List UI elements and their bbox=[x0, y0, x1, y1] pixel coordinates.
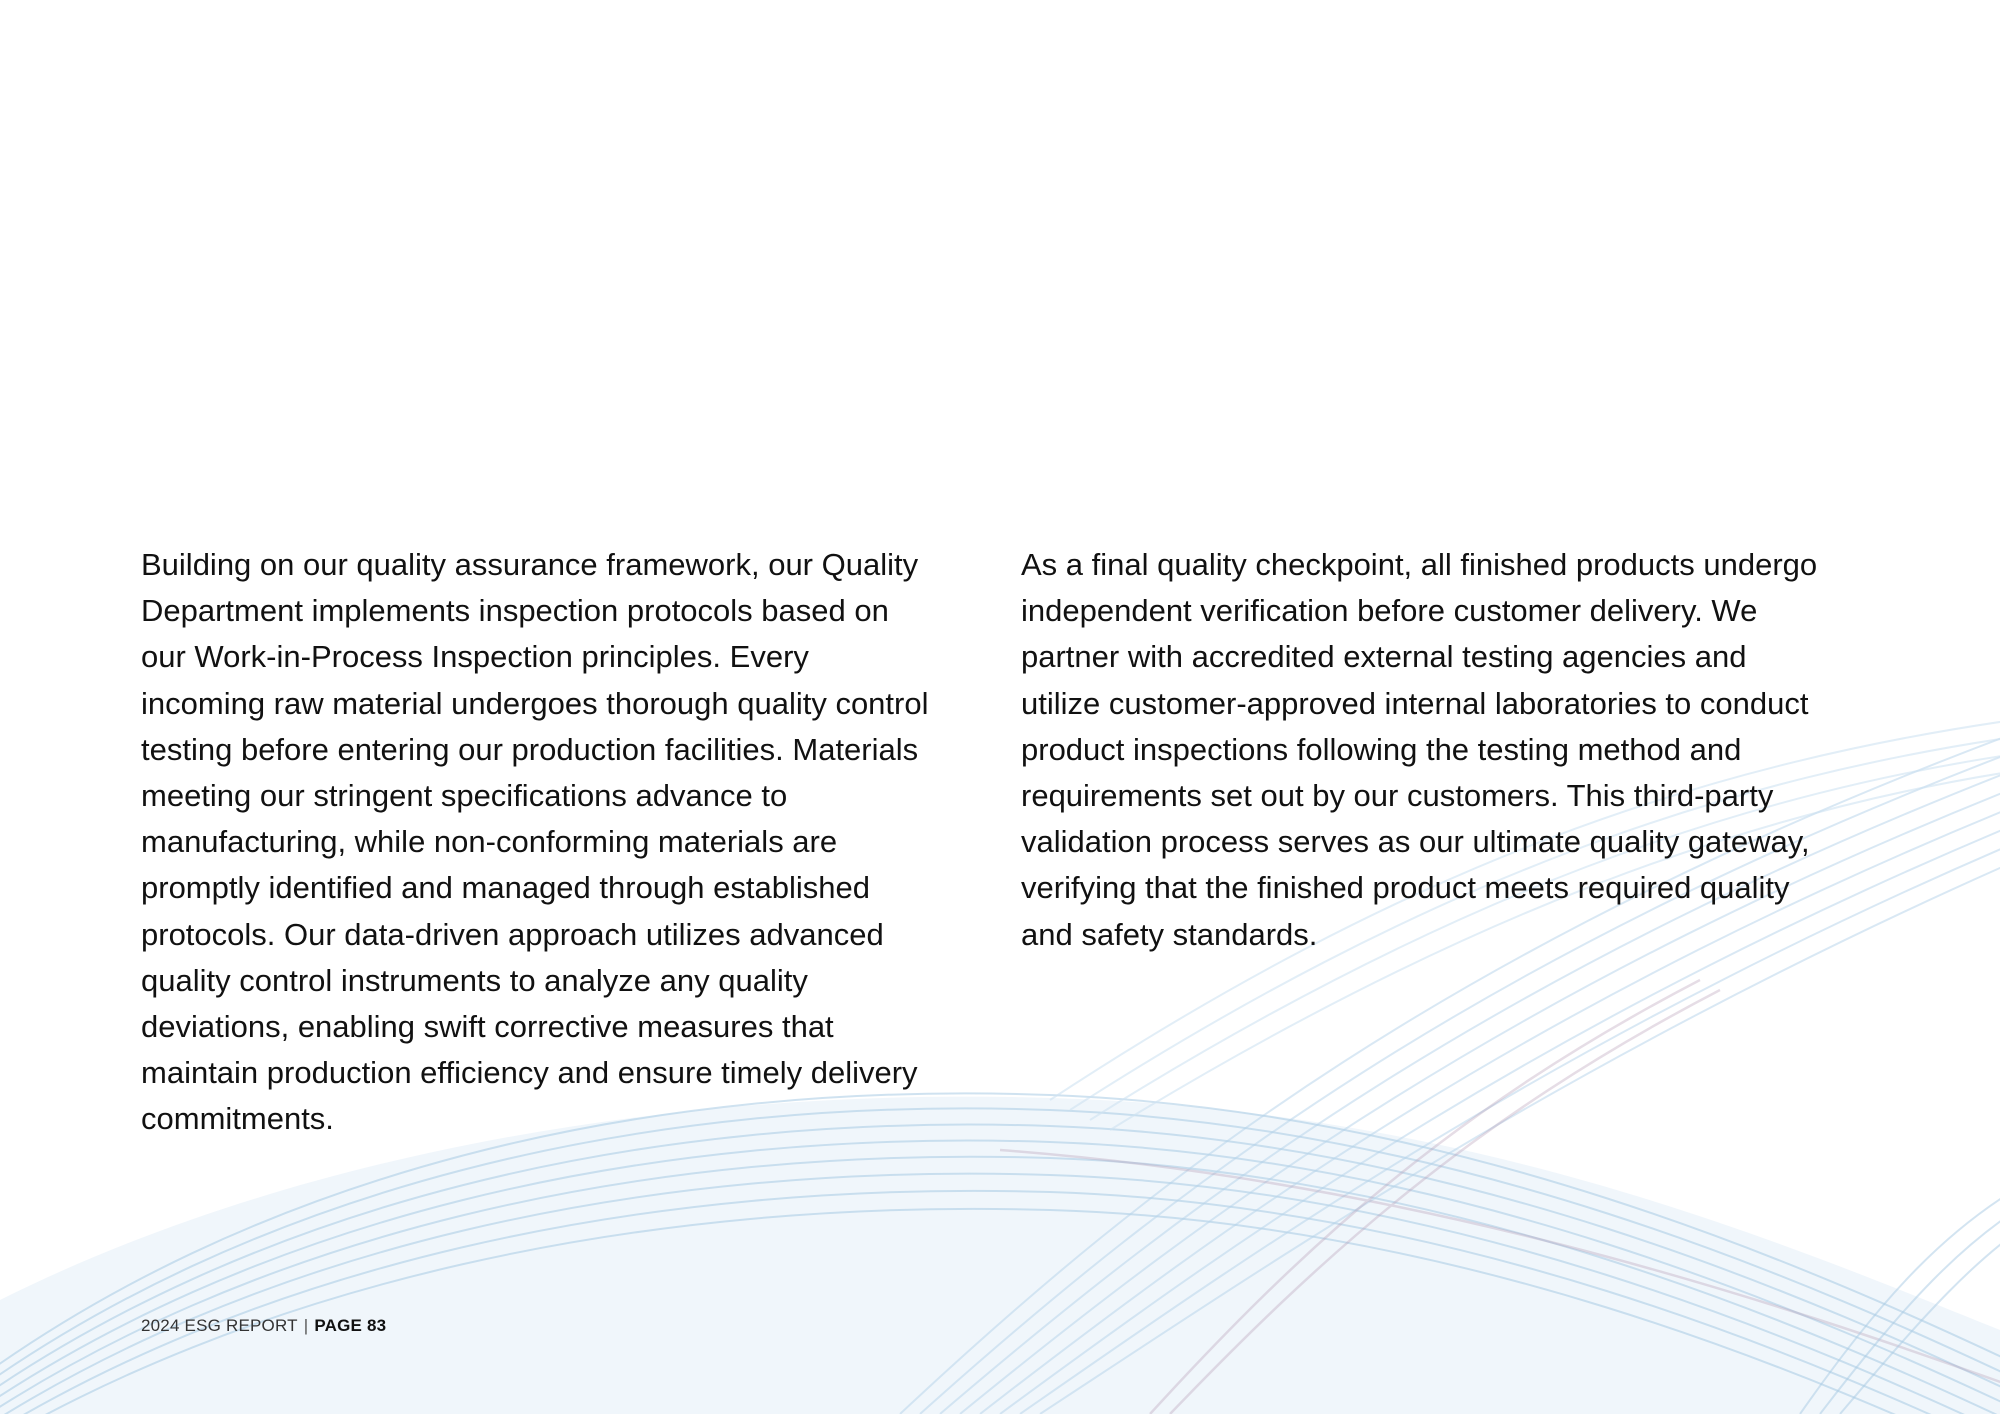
page-footer bbox=[141, 1316, 386, 1336]
left-paragraph: Building on our quality assurance framework, our Quality Department implements inspection protocols based on our Work-in-Process Inspection principles. Every incoming raw material undergoes thorough quality control testing before entering our production facilities. Materials meeting our stringent specifications advance to manufacturing, while non-conforming materials are promptly identified and managed through established protocols. Our data-driven approach utilizes advanced quality control instruments to analyze any quality deviations, enabling swift corrective measures that maintain production efficiency and ensure timely delivery commitments. bbox=[141, 547, 929, 1137]
page-number: PAGE 83 bbox=[314, 1316, 387, 1335]
report-label: 2024 ESG REPORT bbox=[141, 1316, 298, 1335]
footer-separator: | bbox=[303, 1316, 309, 1335]
right-paragraph: As a final quality checkpoint, all finished products undergo independent verification before customer delivery. We partner with accredited external testing agencies and utilize customer-approved internal laboratories to conduct product inspections following the testing method and requirements set out by our customers. This third-party validation process serves as our ultimate quality gateway, verifying that the finished product meets required quality and safety standards. bbox=[1021, 547, 1818, 952]
